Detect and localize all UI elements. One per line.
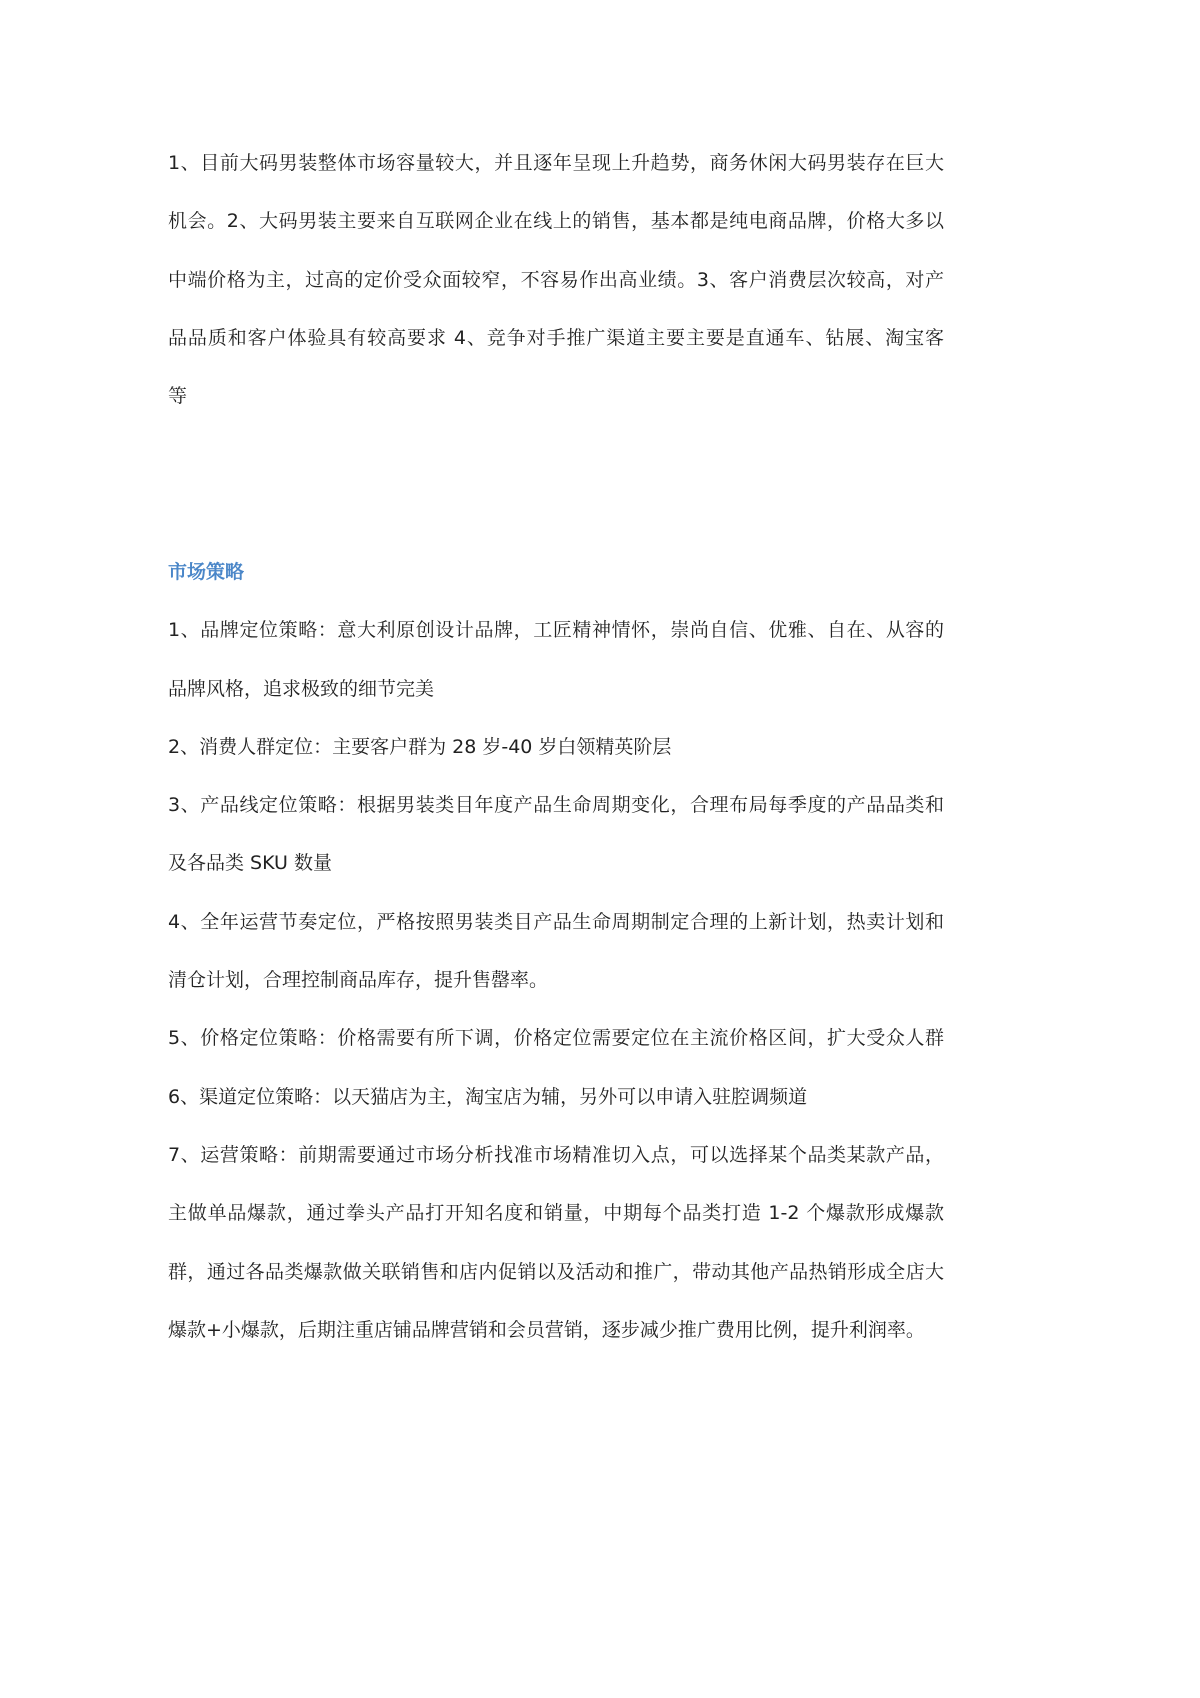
text-line: 及各品类 SKU 数量: [168, 852, 332, 875]
text-line: 品品质和客户体验具有较高要求 4、竞争对手推广渠道主要主要是直通车、钻展、淘宝客: [168, 326, 944, 349]
text-line: 机会。2、大码男装主要来自互联网企业在线上的销售，基本都是纯电商品牌，价格大多以: [168, 210, 944, 233]
text-line: 等: [168, 385, 188, 408]
text-line: 6、渠道定位策略：以天猫店为主，淘宝店为辅，另外可以申请入驻腔调频道: [168, 1085, 808, 1108]
section-heading: 市场策略: [168, 561, 245, 583]
text-line: 清仓计划，合理控制商品库存，提升售罄率。: [168, 969, 549, 992]
intro-paragraph: [168, 134, 944, 425]
text-line: 主做单品爆款，通过拳头产品打开知名度和销量，中期每个品类打造 1-2 个爆款形成爆款: [168, 1202, 944, 1225]
text-line: 7、运营策略：前期需要通过市场分析找准市场精准切入点，可以选择某个品类某款产品，: [168, 1143, 944, 1166]
text-line: 1、品牌定位策略：意大利原创设计品牌，工匠精神情怀，崇尚自信、优雅、自在、从容的: [168, 619, 944, 642]
text-line: 2、消费人群定位：主要客户群为 28 岁-40 岁白领精英阶层: [168, 735, 672, 758]
text-line: 中端价格为主，过高的定价受众面较窄，不容易作出高业绩。3、客户消费层次较高，对产: [168, 268, 944, 291]
text-line: 1、目前大码男装整体市场容量较大，并且逐年呈现上升趋势，商务休闲大码男装存在巨大: [168, 152, 944, 174]
text-line: 4、全年运营节奏定位，严格按照男装类目产品生命周期制定合理的上新计划，热卖计划和: [168, 910, 944, 933]
text-line: 群，通过各品类爆款做关联销售和店内促销以及活动和推广，带动其他产品热销形成全店大: [168, 1260, 944, 1283]
text-line: 爆款+小爆款，后期注重店铺品牌营销和会员营销，逐步减少推广费用比例，提升利润率。: [168, 1318, 925, 1341]
text-line: 品牌风格，追求极致的细节完美: [168, 677, 435, 700]
strategy-section: [168, 543, 944, 1359]
text-line: 5、价格定位策略：价格需要有所下调，价格定位需要定位在主流价格区间，扩大受众人群: [168, 1027, 944, 1050]
text-line: 3、产品线定位策略：根据男装类目年度产品生命周期变化，合理布局每季度的产品品类和: [168, 794, 944, 817]
